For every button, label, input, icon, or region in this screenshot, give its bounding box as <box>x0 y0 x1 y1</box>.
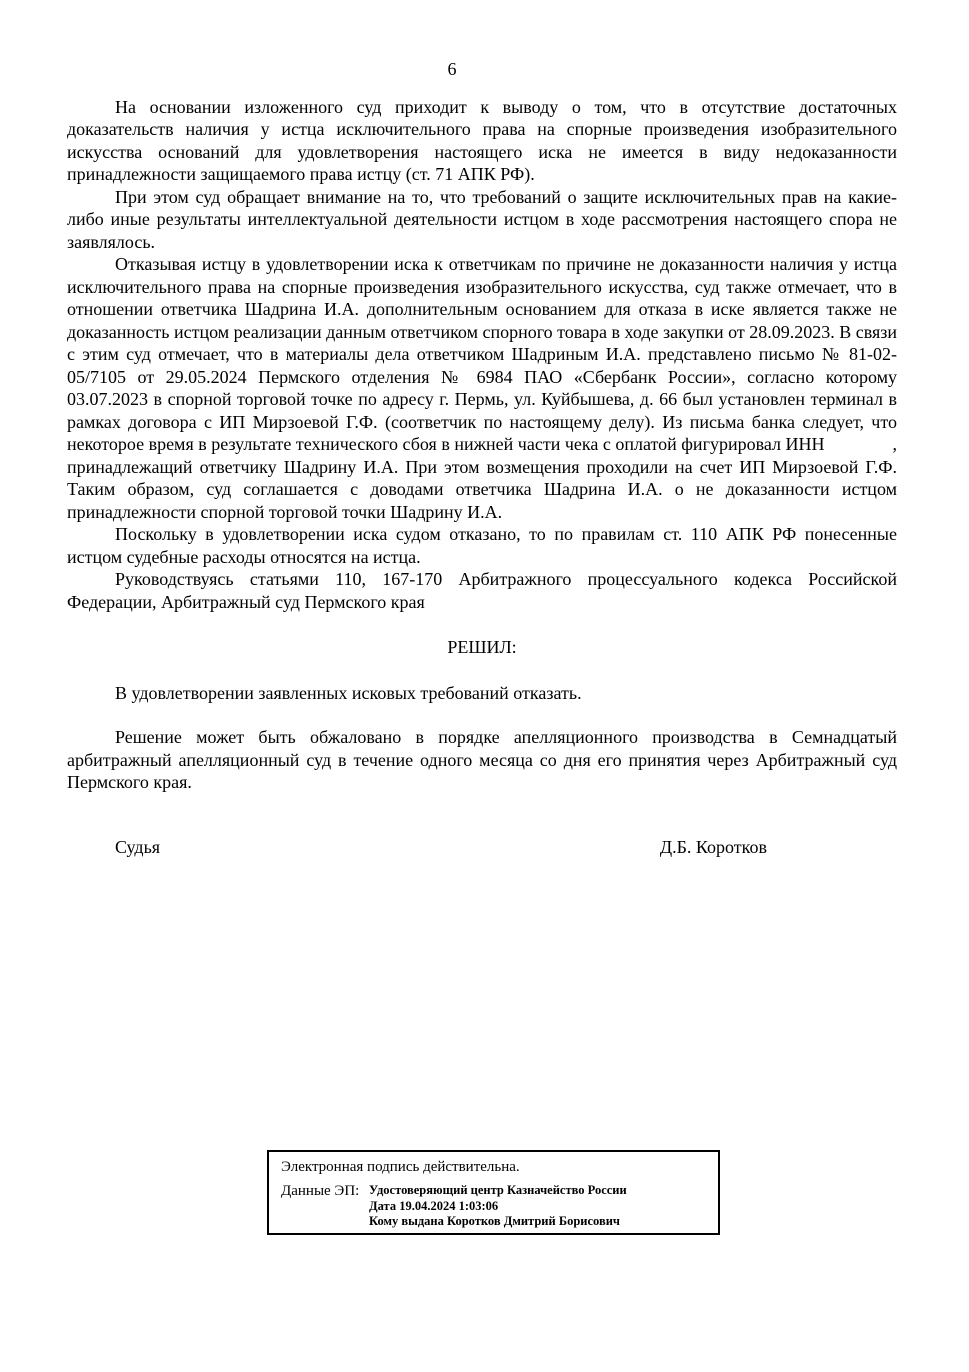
document-body <box>67 96 897 1236</box>
esignature-data-values <box>369 1183 627 1230</box>
paragraph-shadrin-grounds <box>67 253 897 523</box>
paragraph-court-note: При этом суд обращает внимание на то, что требований о защите исключительных прав на какие-либо иные результаты интеллектуальной деятельности истцом в ходе рассмотрения настоящего спора не заявлялось. <box>67 186 897 252</box>
paragraph-shadrin-text-before-gap: Отказывая истцу в удовлетворении иска к ответчикам по причине не доказанности наличия у истца исключительного права на спорные произведения изобразительного искусства, суд также отмечает, что в отношении ответчика Шадрина И.А. дополнительным основанием для отказа в иске является также не доказанность истцом реализации данным ответчиком спорного товара в ходе закупки от 28.09.2023. В связи с этим суд отмечает, что в материалы дела ответчиком Шадриным И.А. представлено письмо № 81-02-05/7105 от 29.05.2024 Пермского отделения № 6984 ПАО «Сбербанк России», согласно которому 03.07.2023 в спорной торговой точке по адресу г. Пермь, ул. Куйбышева, д. 66 был установлен терминал в рамках договора с ИП Мирзоевой Г.Ф. (соответчик по настоящему делу). Из письма банка следует, что некоторое время в результате технического сбоя в нижней части чека с оплатой фигурировал ИНН <box>67 254 897 454</box>
esignature-data-row <box>281 1183 706 1230</box>
paragraph-court-costs: Поскольку в удовлетворении иска судом отказано, то по правилам ст. 110 АПК РФ понесенные истцом судебные расходы относятся на истца. <box>67 524 897 567</box>
paragraph-court-conclusion: На основании изложенного суд приходит к выводу о том, что в отсутствие достаточных доказательств наличия у истца исключительного права на спорные произведения изобразительного искусства оснований для удовлетворения настоящего иска не имеется в виду недоказанности принадлежности защищаемого права истцу (ст. 71 АПК РФ). <box>67 96 897 184</box>
esignature-data-label: Данные ЭП: <box>281 1183 360 1199</box>
page-number: 6 <box>447 59 457 79</box>
esignature-issued-to: Кому выдана Коротков Дмитрий Борисович <box>369 1214 620 1228</box>
esignature-certification-authority: Удостоверяющий центр Казначейство России <box>369 1183 627 1197</box>
paragraph-guided-by-articles: Руководствуясь статьями 110, 167-170 Арбитражного процессуального кодекса Российской Федерации, Арбитражный суд Пермского края <box>67 569 897 612</box>
signature-row <box>67 836 897 859</box>
paragraph-shadrin-text-after-gap: , принадлежащий ответчику Шадрину И.А. При этом возмещения проходили на счет ИП Мирзоевой Г.Ф. Таким образом, суд соглашается с доводами ответчика Шадрина И.А. о не доказанности истцом принадлежности спорной торговой точки Шадрину И.А. <box>67 434 897 522</box>
esignature-date: Дата 19.04.2024 1:03:06 <box>369 1198 499 1213</box>
resolution-heading: РЕШИЛ: <box>447 637 517 657</box>
redacted-inn-gap <box>825 449 893 450</box>
paragraph-appeal-procedure: Решение может быть обжаловано в порядке апелляционного производства в Семнадцатый арбитражный апелляционный суд в течение одного месяца со дня его принятия через Арбитражный суд Пермского края. <box>67 727 897 792</box>
paragraph-decision: В удовлетворении заявленных исковых требований отказать. <box>115 682 582 703</box>
judge-label: Судья <box>115 836 161 857</box>
esignature-box <box>267 1150 720 1235</box>
judge-name: Д.Б. Коротков <box>659 836 767 857</box>
esignature-valid-text: Электронная подпись действительна. <box>281 1159 520 1175</box>
